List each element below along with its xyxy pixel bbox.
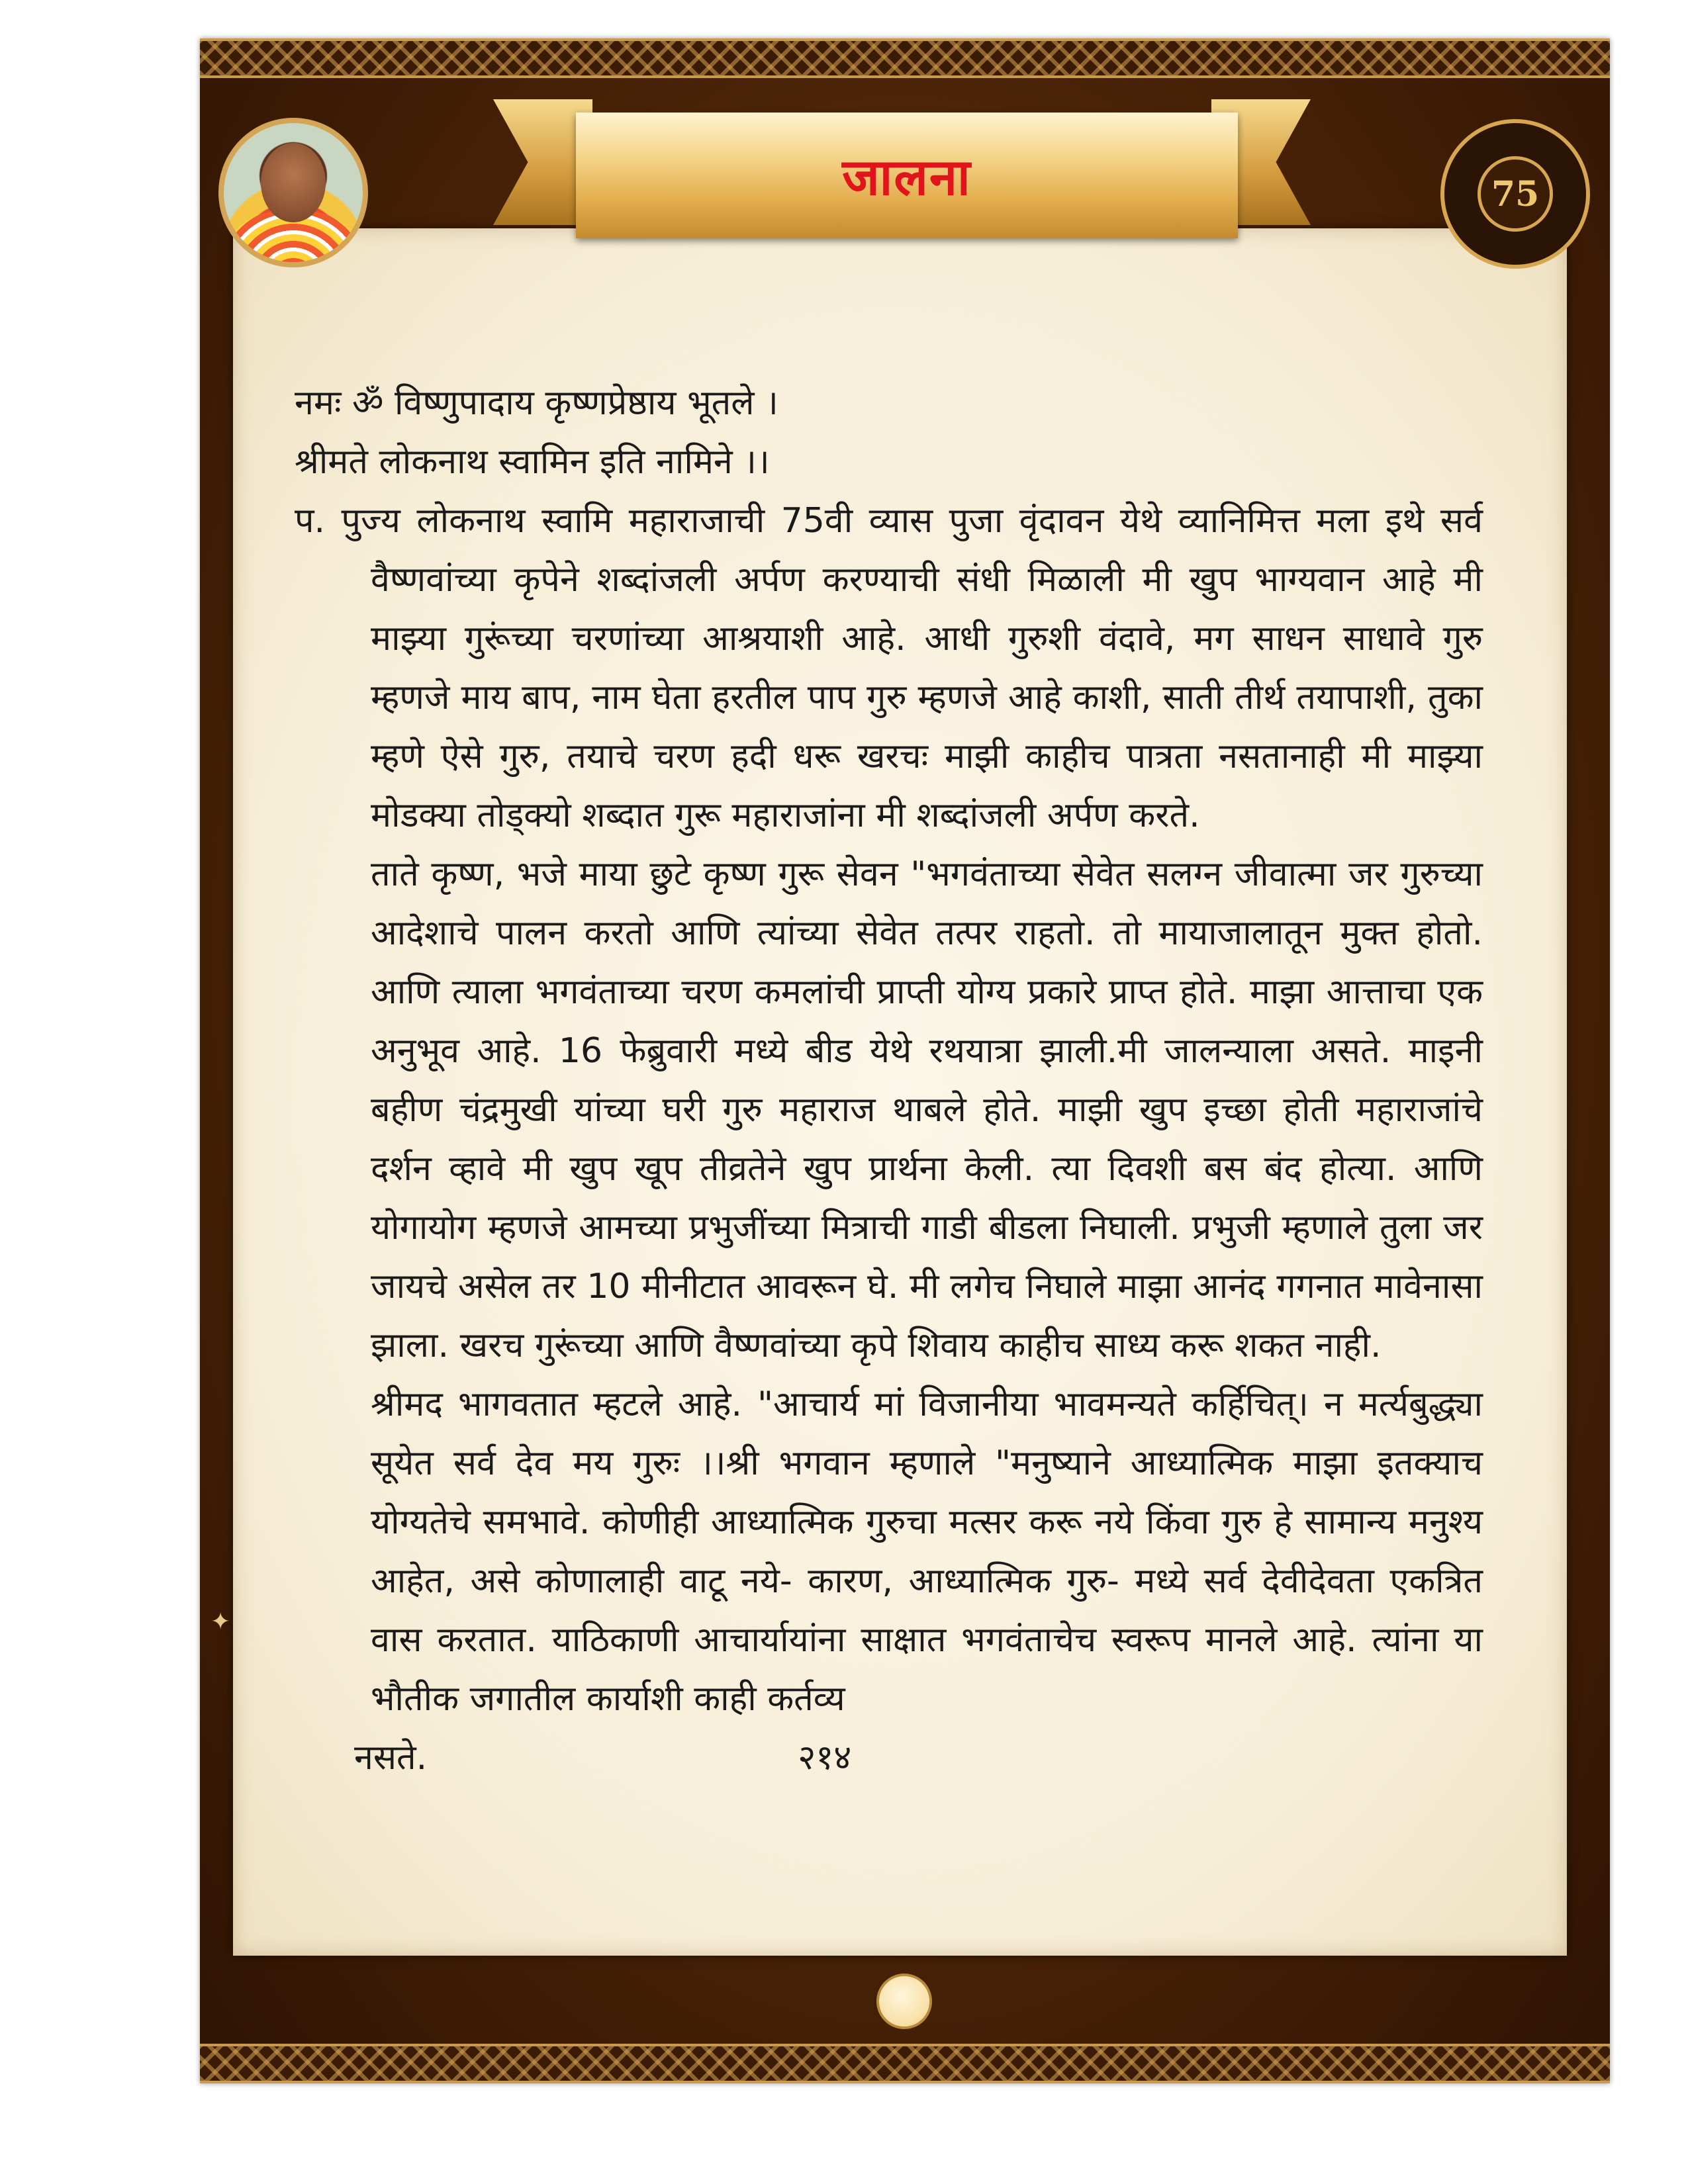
badge-inner-circle xyxy=(1477,156,1553,232)
page-title: जालना xyxy=(842,147,972,206)
bottom-medallion-ornament xyxy=(876,1974,932,2029)
paragraph-2: ताते कृष्ण, भजे माया छुटे कृष्ण गुरू सेवन "भगवंताच्या सेवेत सलग्न जीवात्मा जर गुरुच्या आदेशाचे पालन करतो आणि त्यांच्या सेवेत तत्पर राहतो. तो मायाजालातून मुक्त होतो. आणि त्याला भगवंताच्या चरण कमलांची प्राप्ती योग्य प्रकारे प्राप्त होते. माझा आत्ताचा एक अनुभूव आहे. 16 फेब्रुवारी मध्ये बीड येथे रथयात्रा झाली.मी जालन्याला असते. माइनी बहीण चंद्रमुखी यांच्या घरी गुरु महाराज थाबले होते. माझी खुप इच्छा होती महाराजांचे दर्शन व्हावे मी खुप खूप तीव्रतेने खुप प्रार्थना केली. त्या दिवशी बस बंद होत्या. आणि योगायोग म्हणजे आमच्या प्रभुजींच्या मित्राची गाडी बीडला निघाली. प्रभुजी म्हणाले तुला जर जायचे असेल तर 10 मीनीटात आवरून घे. मी लगेच निघाले माझा आनंद गगनात मावेनासा झाला. खरच गुरूंच्या आणि वैष्णवांच्या कृपे शिवाय काहीच साध्य करू शकत नाही. xyxy=(371,854,1483,1365)
sparkle-icon: ✦ xyxy=(211,1608,231,1635)
closing-word: नसते. xyxy=(354,1738,428,1778)
article-body xyxy=(295,374,1483,1788)
badge-number: 75 xyxy=(1491,173,1540,214)
paragraph-3: श्रीमद भागवतात म्हटले आहे. "आचार्य मां विजानीया भावमन्यते कर्हिचित्। न मर्त्यबुद्ध्या सूयेत सर्व देव मय गुरुः ।।श्री भगवान म्हणाले "मनुष्याने आध्यात्मिक माझा इतक्याच योग्यतेचे समभावे. कोणीही आध्यात्मिक गुरुचा मत्सर करू नये किंवा गुरु हे सामान्य मनुश्य आहेत, असे कोणालाही वाटू नये- कारण, आध्यात्मिक गुरु- मध्ये सर्व देवीदेवता एकत्रित वास करतात. याठिकाणी आचार्यायांना साक्षात भगवंताचेच स्वरूप मानले आहे. त्यांना या भौतीक जगातील कार्याशी काही कर्तव्य xyxy=(371,1385,1483,1719)
shloka-line-2: श्रीमते लोकनाथ स्वामिन इति नामिने ।। xyxy=(295,442,770,482)
decorative-border-bottom xyxy=(200,2044,1610,2083)
portrait-face xyxy=(261,143,326,222)
closing-line xyxy=(295,1729,1483,1788)
decorative-border-top xyxy=(200,38,1610,78)
shloka-line-1: नमः ॐ विष्णुपादाय कृष्णप्रेष्ठाय भूतले । xyxy=(295,383,778,423)
page-number: २१४ xyxy=(798,1738,852,1778)
paragraph-1: प. पुज्य लोकनाथ स्वामि महाराजाची 75वी व्यास पुजा वृंदावन येथे व्यानिमित्त मला इथे सर्व वैष्णवांच्या कृपेने शब्दांजली अर्पण करण्याची संधी मिळाली मी खुप भाग्यवान आहे मी माझ्या गुरूंच्या चरणांच्या आश्रयाशी आहे. आधी गुरुशी वंदावे, मग साधन साधावे गुरु म्हणजे माय बाप, नाम घेता हरतील पाप गुरु म्हणजे आहे काशी, साती तीर्थ तयापाशी, तुका म्हणे ऐसे गुरु, तयाचे चरण हदी धरू खरचः माझी काहीच पात्रता नसतानाही मी माझ्या मोडक्या तोड्क्यो शब्दात गुरू महाराजांना मी शब्दांजली अर्पण करते. xyxy=(295,501,1483,835)
title-ribbon xyxy=(576,113,1238,238)
avatar xyxy=(218,118,368,267)
anniversary-badge-logo xyxy=(1440,119,1590,269)
